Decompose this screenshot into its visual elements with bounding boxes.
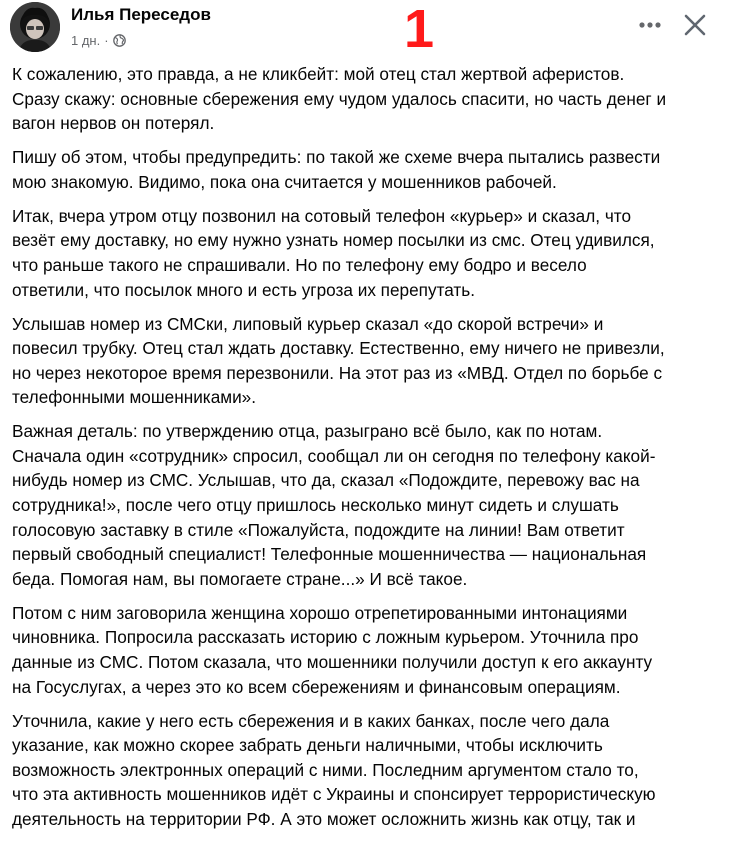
post-paragraph [12, 419, 726, 591]
paragraph-line: телефонными мошенниками». [12, 387, 256, 408]
close-button[interactable] [678, 8, 712, 42]
post-paragraph [12, 709, 726, 832]
paragraph-line: К сожалению, это правда, а не кликбейт: мой отец стал жертвой аферистов. [12, 64, 625, 84]
avatar[interactable] [10, 2, 60, 52]
paragraph-line: голосовую заставку в стиле «Пожалуйста, подождите на линии! Вам ответит [12, 519, 625, 540]
meta-separator: · [104, 32, 109, 48]
globe-icon[interactable] [113, 34, 126, 47]
paragraph-line: беда. Помогая нам, вы помогаете стране...» И всё такое. [12, 568, 468, 589]
paragraph-line: на Госуслугах, а через это ко всем сбережениям и финансовым операциям. [12, 676, 621, 697]
paragraph-line: вагон нервов он потерял. [12, 113, 215, 134]
paragraph-line: данные из СМС. Потом сказала, что мошенники получили доступ к его аккаунту [12, 652, 653, 673]
paragraph-line: сотрудника!», после чего отцу пришлось несколько минут сидеть и слушать [12, 495, 619, 516]
post-header [0, 0, 730, 62]
paragraph-line: повесил трубку. Отец стал ждать доставку. Естественно, ему ничего не привезли, [12, 338, 665, 359]
paragraph-line: Уточнила, какие у него есть сбережения и в каких банках, после чего дала [12, 710, 610, 731]
post-paragraph [12, 204, 726, 302]
close-icon [684, 14, 706, 36]
post-paragraph [12, 312, 726, 410]
more-options-button[interactable] [632, 10, 668, 40]
author-name[interactable]: Илья Переседов [71, 5, 211, 24]
post-time[interactable]: 1 дн. [71, 32, 101, 48]
paragraph-line: Итак, вчера утром отцу позвонил на сотовый телефон «курьер» и сказал, что [12, 205, 632, 226]
paragraph-line: мою знакомую. Видимо, пока она считается у мошенников рабочей. [12, 171, 557, 192]
post-paragraph [12, 62, 726, 136]
paragraph-line: нибудь номер из СМС. Услышав, что да, сказал «Подождите, перевожу вас на [12, 470, 640, 491]
paragraph-line: Потом с ним заговорила женщина хорошо отрепетированными интонациями [12, 602, 628, 623]
paragraph-line: что раньше такого не спрашивали. Но по телефону ему бодро и весело [12, 254, 587, 275]
red-number-badge: 1 [404, 0, 435, 59]
paragraph-line: везёт ему доставку, но ему нужно узнать номер посылки из смс. Отец удивился, [12, 230, 655, 251]
paragraph-line: возможность электронных операций с ними. Последним аргументом стало то, [12, 759, 639, 780]
paragraph-line: Важная деталь: по утверждению отца, разыграно всё было, как по нотам. [12, 421, 603, 442]
post-text [12, 62, 726, 841]
post-paragraph [12, 601, 726, 699]
paragraph-line: Сначала один «сотрудник» спросил, сообщал ли он сегодня по телефону какой- [12, 445, 656, 466]
paragraph-line: что эта активность мошенников идёт с Украины и спонсирует террористическую [12, 784, 656, 805]
paragraph-line: указание, как можно скорее забрать деньги наличными, чтобы исключить [12, 735, 603, 756]
paragraph-line: Пишу об этом, чтобы предупредить: по такой же схеме вчера пытались развести [12, 147, 661, 168]
post-meta [71, 31, 126, 49]
avatar-image [10, 2, 60, 52]
paragraph-line: деятельность на территории РФ. А это может осложнить жизнь как отцу, так и [12, 808, 636, 829]
paragraph-line: но через некоторое время перезвонили. На этот раз из «МВД. Отдел по борьбе с [12, 362, 663, 383]
paragraph-line: ответили, что посылок много и есть угроза их перепутать. [12, 279, 476, 300]
more-dots-icon [639, 22, 661, 28]
paragraph-line: Услышав номер из СМСки, липовый курьер сказал «до скорой встречи» и [12, 313, 604, 334]
paragraph-line: первый свободный специалист! Телефонные мошенничества — национальная [12, 544, 647, 565]
paragraph-line: Сразу скажу: основные сбережения ему чудом удалось спасити, но часть денег и [12, 88, 667, 109]
post-paragraph [12, 145, 726, 194]
paragraph-line: чиновника. Попросила рассказать историю с ложным курьером. Уточнила про [12, 627, 639, 648]
